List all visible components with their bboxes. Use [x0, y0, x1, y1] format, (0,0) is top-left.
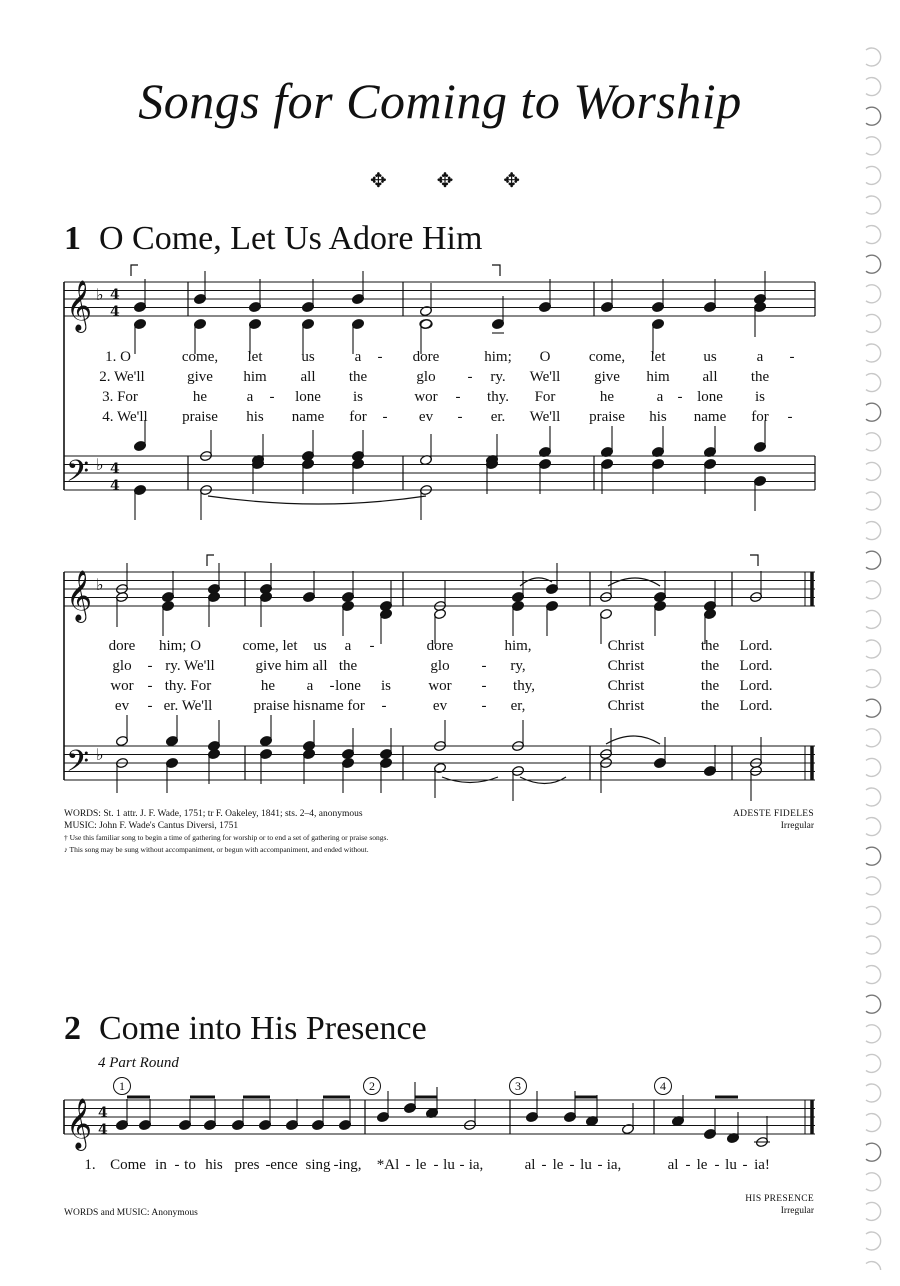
lyric-syllable: - [333, 1157, 339, 1173]
binder-hole [866, 107, 881, 125]
binder-hole [866, 818, 881, 836]
binder-hole [866, 166, 881, 184]
time-sig: 4 [110, 304, 120, 320]
treble-clef-icon: 𝄞 [66, 1098, 93, 1149]
lyric-syllable: 2. We'll [99, 369, 145, 385]
time-sig: 4 [98, 1122, 108, 1138]
hymn-2-credits: WORDS and MUSIC: Anonymous [64, 1208, 198, 1218]
lyric-syllable: his [649, 409, 667, 425]
lyric-syllable: - [481, 658, 487, 674]
slur [520, 578, 552, 586]
binder-hole [866, 1202, 881, 1220]
lyric-syllable: O [539, 349, 551, 365]
lyric-syllable: - [789, 349, 795, 365]
lyric-syllable: - [147, 678, 153, 694]
lyric-syllable: ia, [468, 1157, 484, 1173]
binder-hole [866, 137, 881, 155]
lyric-syllable: We'll [529, 369, 561, 385]
lyric-syllable: - [377, 349, 383, 365]
phrase-mark [492, 265, 500, 276]
lyric-syllable: dore [108, 638, 136, 654]
binder-hole [866, 1084, 881, 1102]
lyric-syllable: wor [414, 389, 438, 405]
lyric-syllable: ing, [338, 1157, 362, 1173]
lyric-syllable: he [599, 389, 615, 405]
lyric-syllable: sing [305, 1157, 331, 1173]
treble-staff-2 [64, 572, 815, 606]
bass-staff-1 [64, 456, 815, 490]
lyric-syllable: 4. We'll [102, 409, 148, 425]
lyric-syllable: For [534, 389, 556, 405]
treble-clef-icon: 𝄞 [66, 570, 93, 621]
binder-hole [866, 1262, 881, 1270]
binder-holes [858, 20, 892, 1270]
lyric-syllable: glo [416, 369, 436, 385]
lyric-syllable: the [750, 369, 770, 385]
lyric-syllable: er. We'll [163, 698, 213, 714]
lyric-syllable: le [696, 1157, 708, 1173]
lyric-syllable: Lord. [739, 698, 773, 714]
lyric-syllable: - [481, 678, 487, 694]
lyric-syllable: lu [443, 1157, 455, 1173]
lyric-syllable: all [300, 369, 316, 385]
lyric-syllable: us [313, 638, 327, 654]
lyric-syllable: is [352, 389, 364, 405]
lyric-syllable: ence [270, 1157, 298, 1173]
accompaniment-note: ♪ This song may be sung without accompaniment, or begun with accompaniment, and ended without. [64, 845, 369, 854]
lyric-syllable: Lord. [739, 678, 773, 694]
binder-hole [866, 906, 881, 924]
lyric-syllable: 1. O [105, 349, 131, 365]
lyric-syllable: the [700, 658, 720, 674]
lyric-syllable: give [187, 369, 213, 385]
binder-hole [866, 226, 881, 244]
binder-hole [866, 522, 881, 540]
meter: Irregular [780, 1206, 814, 1216]
lyric-syllable: dore [426, 638, 454, 654]
tune-name: ADESTE FIDELES [733, 809, 814, 819]
lyric-syllable: name [693, 409, 727, 425]
time-sig: 4 [98, 1105, 108, 1121]
binder-hole [866, 551, 881, 569]
binder-hole [866, 788, 881, 806]
usage-note: † Use this familiar song to begin a time of gathering for worship or to end a set of gathering or praise songs. [64, 833, 389, 842]
lyric-syllable: - [269, 389, 275, 405]
meter: Irregular [780, 821, 814, 831]
lyric-syllable: come, let [242, 638, 298, 654]
lyric-syllable: - [685, 1157, 691, 1173]
binder-hole [866, 877, 881, 895]
binder-hole [866, 196, 881, 214]
lyric-syllable: ev [114, 698, 130, 714]
lyric-syllable: name for [311, 698, 365, 714]
lyric-syllable: - [714, 1157, 720, 1173]
lyric-syllable: the [700, 698, 720, 714]
ornament-icon: ✥ [370, 170, 387, 192]
slur [608, 578, 660, 586]
binder-hole [866, 699, 881, 717]
tie [208, 496, 426, 504]
binder-hole [866, 48, 881, 66]
lyric-syllable: praise [589, 409, 625, 425]
lyric-syllable: - [597, 1157, 603, 1173]
lyric-syllable: 1. [84, 1157, 96, 1173]
lyric-syllable: him; O [158, 638, 202, 654]
lyric-syllable: - [467, 369, 473, 385]
binder-hole [866, 670, 881, 688]
lyric-syllable: for [751, 409, 769, 425]
round-staff [64, 1100, 815, 1134]
lyric-syllable: - [329, 678, 335, 694]
lyric-syllable: al [667, 1157, 679, 1173]
lyric-syllable: lone [295, 389, 321, 405]
lyric-syllable: praise his [253, 698, 311, 714]
binder-hole [866, 1232, 881, 1250]
ornament-icon: ✥ [436, 170, 454, 192]
lyric-syllable: - [677, 389, 683, 405]
lyric-syllable: him [243, 369, 267, 385]
lyric-syllable: is [754, 389, 766, 405]
lyric-syllable: to [184, 1157, 196, 1173]
lyric-syllable: - [541, 1157, 547, 1173]
lyric-syllable: give him [255, 658, 309, 674]
words-credit: WORDS: St. 1 attr. J. F. Wade, 1751; tr F. Oakeley, 1841; sts. 2–4, anonymous [64, 809, 363, 819]
lyric-syllable: - [787, 409, 793, 425]
lyric-syllable: a [756, 349, 764, 365]
binder-hole [866, 492, 881, 510]
lyric-syllable: him; [484, 349, 512, 365]
binder-hole [866, 610, 881, 628]
lyric-syllable: dore [412, 349, 440, 365]
time-sig: 4 [110, 287, 120, 303]
flat-icon: ♭ [96, 455, 104, 474]
binder-hole [866, 847, 881, 865]
binder-hole [866, 403, 881, 421]
binder-hole [866, 995, 881, 1013]
binder-hole [866, 1054, 881, 1072]
lyric-syllable: - [457, 409, 463, 425]
lyric-syllable: ry. We'll [165, 658, 215, 674]
lyric-syllable: the [700, 678, 720, 694]
lyric-syllable: er, [510, 698, 526, 714]
lyric-syllable: er. [490, 409, 506, 425]
lyric-syllable: us [703, 349, 717, 365]
lyric-syllable: Come [110, 1157, 146, 1173]
lyric-syllable: - [455, 389, 461, 405]
hymn-2-heading [64, 1010, 427, 1048]
hymn-number: 2 [64, 1010, 81, 1047]
binder-hole [866, 1025, 881, 1043]
lyric-syllable: - [481, 698, 487, 714]
music-credit: MUSIC: John F. Wade's Cantus Diversi, 1751 [64, 821, 239, 831]
lyric-syllable: ev [432, 698, 448, 714]
lyric-syllable: Christ [607, 638, 645, 654]
binder-hole [866, 758, 881, 776]
flat-icon: ♭ [96, 285, 104, 304]
treble-staff-1 [64, 282, 815, 316]
lyric-syllable: - [147, 698, 153, 714]
binder-hole [866, 314, 881, 332]
phrase-mark [131, 265, 138, 276]
ornament-icon: ✥ [503, 170, 520, 192]
lyric-syllable: al [524, 1157, 536, 1173]
lyric-syllable: ev [418, 409, 434, 425]
lyric-syllable: le [415, 1157, 427, 1173]
lyric-syllable: the [700, 638, 720, 654]
binder-hole [866, 1114, 881, 1132]
binder-hole [866, 285, 881, 303]
lyric-syllable: name [291, 409, 325, 425]
lyric-syllable: him [646, 369, 670, 385]
lyric-syllable: thy. For [164, 678, 212, 694]
lyric-syllable: ry, [510, 658, 526, 674]
lyric-syllable: a [344, 638, 352, 654]
lyric-syllable: all [312, 658, 328, 674]
lyric-syllable: wor [110, 678, 134, 694]
lyric-syllable: all [702, 369, 718, 385]
lyric-syllable: Christ [607, 678, 645, 694]
lyric-syllable: ry. [490, 369, 506, 385]
lyric-syllable: a [656, 389, 664, 405]
hymn-1-credits [64, 808, 664, 856]
lyric-syllable: lone [335, 678, 361, 694]
lyric-syllable: him, [504, 638, 532, 654]
lyric-syllable: - [433, 1157, 439, 1173]
lyric-syllable: - [174, 1157, 180, 1173]
note-head [420, 320, 432, 328]
page-title: Songs for Coming to Worship [138, 73, 742, 129]
binder-hole [866, 936, 881, 954]
lyric-syllable: lone [697, 389, 723, 405]
lyric-syllable: come, [181, 349, 219, 365]
phrase-mark [207, 555, 214, 566]
phrase-mark [750, 555, 758, 566]
lyric-syllable: - [569, 1157, 575, 1173]
lyric-syllable: lu [725, 1157, 737, 1173]
treble-clef-icon: 𝄞 [66, 280, 93, 331]
round-marker: 4 [654, 1077, 672, 1095]
time-sig: 4 [110, 478, 120, 494]
lyric-syllable: us [301, 349, 315, 365]
lyric-syllable: - [369, 638, 375, 654]
lyric-syllable: come, [588, 349, 626, 365]
hymn-1-tune-info [733, 808, 814, 832]
bass-clef-icon: 𝄢 [66, 745, 90, 786]
binder-hole [866, 344, 881, 362]
binder-hole [866, 255, 881, 273]
hymn-2-tune-info [745, 1193, 814, 1217]
tie [606, 736, 660, 744]
lyric-syllable: his [205, 1157, 223, 1173]
lyric-syllable: - [459, 1157, 465, 1173]
binder-hole [866, 433, 881, 451]
flat-icon: ♭ [96, 575, 104, 594]
lyric-syllable: praise [182, 409, 218, 425]
lyric-syllable: - [405, 1157, 411, 1173]
lyric-syllable: wor [428, 678, 452, 694]
binder-hole [866, 1173, 881, 1191]
lyric-syllable: a [354, 349, 362, 365]
binder-hole [866, 462, 881, 480]
lyric-syllable: in [155, 1157, 167, 1173]
round-marker: 2 [363, 1077, 381, 1095]
lyric-syllable: Christ [607, 658, 645, 674]
lyric-syllable: lu [580, 1157, 592, 1173]
binder-hole [866, 374, 881, 392]
bass-clef-icon: 𝄢 [66, 455, 90, 496]
lyric-syllable: thy. [487, 389, 509, 405]
lyric-syllable: a [246, 389, 254, 405]
lyric-syllable: a [306, 678, 314, 694]
lyric-syllable: - [742, 1157, 748, 1173]
round-marker: 1 [113, 1077, 131, 1095]
flat-icon: ♭ [96, 745, 104, 764]
lyric-syllable: glo [112, 658, 132, 674]
lyric-syllable: let [247, 349, 263, 365]
lyric-syllable: is [380, 678, 392, 694]
lyric-syllable: he [192, 389, 208, 405]
lyric-syllable: - [381, 698, 387, 714]
hymn-title: O Come, Let Us Adore Him [99, 220, 483, 257]
round-label: 4 Part Round [98, 1055, 179, 1071]
binder-hole [866, 640, 881, 658]
lyric-syllable: ia, [606, 1157, 622, 1173]
lyric-syllable: 3. For [102, 389, 138, 405]
binder-hole [866, 581, 881, 599]
lyric-syllable: - [265, 1157, 271, 1173]
time-sig: 4 [110, 461, 120, 477]
hymn-title: Come into His Presence [99, 1010, 427, 1047]
binder-hole [866, 966, 881, 984]
lyric-syllable: let [650, 349, 666, 365]
lyric-syllable: We'll [529, 409, 561, 425]
lyric-syllable: Lord. [739, 658, 773, 674]
lyric-syllable: - [382, 409, 388, 425]
round-marker: 3 [509, 1077, 527, 1095]
lyric-syllable: give [594, 369, 620, 385]
lyric-syllable: *Al [376, 1157, 400, 1173]
lyric-syllable: ia! [754, 1157, 770, 1173]
lyric-syllable: the [348, 369, 368, 385]
lyric-syllable: - [147, 658, 153, 674]
lyric-syllable: his [246, 409, 264, 425]
binder-hole [866, 729, 881, 747]
lyric-syllable: pres [234, 1157, 260, 1173]
tune-name: HIS PRESENCE [745, 1194, 814, 1204]
lyric-syllable: for [349, 409, 367, 425]
lyric-syllable: he [260, 678, 276, 694]
hymn-number: 1 [64, 220, 81, 257]
lyric-syllable: Lord. [739, 638, 773, 654]
lyric-syllable: glo [430, 658, 450, 674]
lyric-syllable: Christ [607, 698, 645, 714]
lyric-syllable: thy, [513, 678, 535, 694]
lyric-syllable: the [338, 658, 358, 674]
binder-hole [866, 78, 881, 96]
lyric-syllable: le [552, 1157, 564, 1173]
binder-hole [866, 1143, 881, 1161]
